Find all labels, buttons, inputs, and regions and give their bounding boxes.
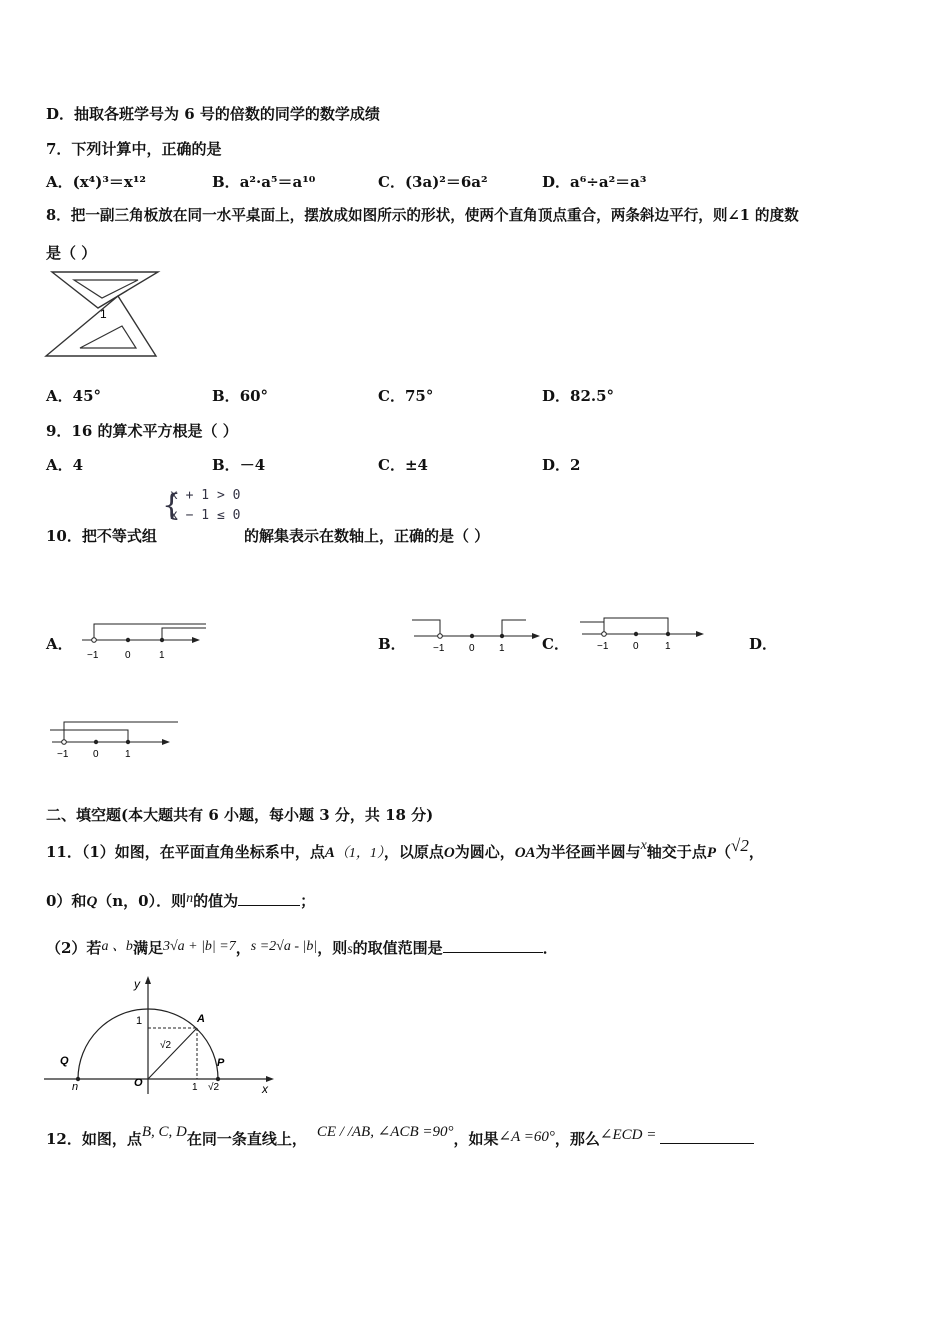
q9-option-c: C．±4 (378, 456, 428, 474)
q7-option-b: B．a²·a⁵＝a¹⁰ (212, 173, 316, 191)
q6-option-d: D．抽取各班学号为 6 号的倍数的同学的数学成绩 (46, 105, 380, 123)
q8-triangles-figure (44, 268, 164, 360)
segment-oa (148, 1028, 197, 1079)
q8-stem-line1: 8．把一副三角板放在同一水平桌面上，摆放成如图所示的形状，使两个直角顶点重合，两条斜边平行，则∠1 的度数 (46, 207, 799, 224)
tick-label: 1 (159, 650, 165, 661)
q8-option-a: A．45° (46, 387, 102, 405)
q10-option-b-label: B． (378, 635, 406, 653)
label-sqrt2-inner: √2 (160, 1040, 172, 1051)
tick-label: −1 (87, 650, 99, 661)
tick-label: 0 (469, 643, 475, 654)
label-n: n (72, 1081, 79, 1093)
q10-stem-prefix: 10．把不等式组 (46, 527, 157, 545)
tick-label: 1 (125, 749, 131, 760)
q9-option-d: D．2 (542, 456, 581, 474)
label-a: A (197, 1013, 205, 1025)
label-sqrt2-axis: √2 (208, 1082, 220, 1093)
q12-blank[interactable] (660, 1143, 754, 1144)
q11-coordinate-graph (40, 972, 280, 1098)
tick-label: 0 (633, 641, 639, 652)
tick-label: −1 (597, 641, 609, 652)
tick-1-y: 1 (136, 1015, 143, 1027)
q7-option-c: C．(3a)²＝6a² (378, 173, 488, 191)
section2-heading: 二、填空题(本大题共有 6 小题，每小题 3 分，共 18 分) (46, 806, 434, 824)
q11-part1-line1: 11．（1）如图，在平面直角坐标系中，点A（1，1），以原点O为圆心，OA为半径画半圆与x轴交于点P（√2， (46, 836, 764, 861)
tick-1-x: 1 (192, 1082, 198, 1093)
q11-part2-line: （2）若a 、b满足3√a + |b| =7，s =2√a - |b|，则s的取值范围是 ． (46, 939, 558, 957)
q8-lower-triangle-outer (46, 296, 156, 356)
tick-label: 0 (93, 749, 99, 760)
q7-stem: 7．下列计算中，正确的是 (46, 140, 222, 158)
q10-option-c-numberline (578, 610, 710, 656)
q11-blank-2[interactable] (443, 952, 543, 953)
q11-blank-1[interactable] (238, 905, 300, 906)
q12-stem: 12．如图，点B, C, D在同一条直线上， CE / /AB, ∠ACB =90°，如果∠A =60°，那么∠ECD = (46, 1128, 754, 1149)
q9-option-a: A．4 (46, 456, 84, 474)
q10-option-a-numberline (80, 618, 210, 664)
q10-option-c-label: C． (542, 635, 569, 653)
q8-option-b: B．60° (212, 387, 269, 405)
tick-label: 1 (665, 641, 671, 652)
q10-option-d-numberline (46, 714, 182, 762)
tick-label: 0 (125, 650, 131, 661)
q9-stem: 9．16 的算术平方根是（ ） (46, 422, 238, 440)
tick-label: −1 (57, 749, 69, 760)
q8-option-d: D．82.5° (542, 387, 615, 405)
q8-option-c: C．75° (378, 387, 434, 405)
q8-stem-line2: 是（ ） (46, 244, 97, 262)
q10-inequality-system (162, 488, 242, 528)
q10-system-line1: x + 1 > 0 (170, 488, 241, 503)
q11-part1-line2: 0）和Q（n，0）．则n的值为 ； (46, 891, 316, 910)
q8-angle-label: 1 (100, 307, 107, 321)
q10-option-d-label: D． (749, 635, 778, 653)
q9-option-b: B．－4 (212, 456, 266, 474)
x-label: x (262, 1082, 268, 1096)
label-q: Q (60, 1055, 69, 1067)
q10-brace: { (162, 488, 182, 523)
q10-stem-suffix: 的解集表示在数轴上，正确的是（ ） (244, 527, 490, 545)
q10-system-line2: x − 1 ≤ 0 (170, 508, 241, 523)
q8-lower-triangle-inner (80, 326, 136, 348)
tick-label: −1 (433, 643, 445, 654)
q7-option-d: D．a⁶÷a²＝a³ (542, 173, 647, 191)
q8-upper-triangle-outer (52, 272, 158, 308)
tick-label: 1 (499, 643, 505, 654)
q10-option-b-numberline (408, 612, 542, 658)
label-p: P (217, 1057, 225, 1069)
q7-option-a: A．(x⁴)³＝x¹² (46, 173, 147, 191)
q10-option-a-label: A． (46, 635, 73, 653)
y-label: y (134, 977, 140, 991)
label-o: O (134, 1077, 143, 1089)
